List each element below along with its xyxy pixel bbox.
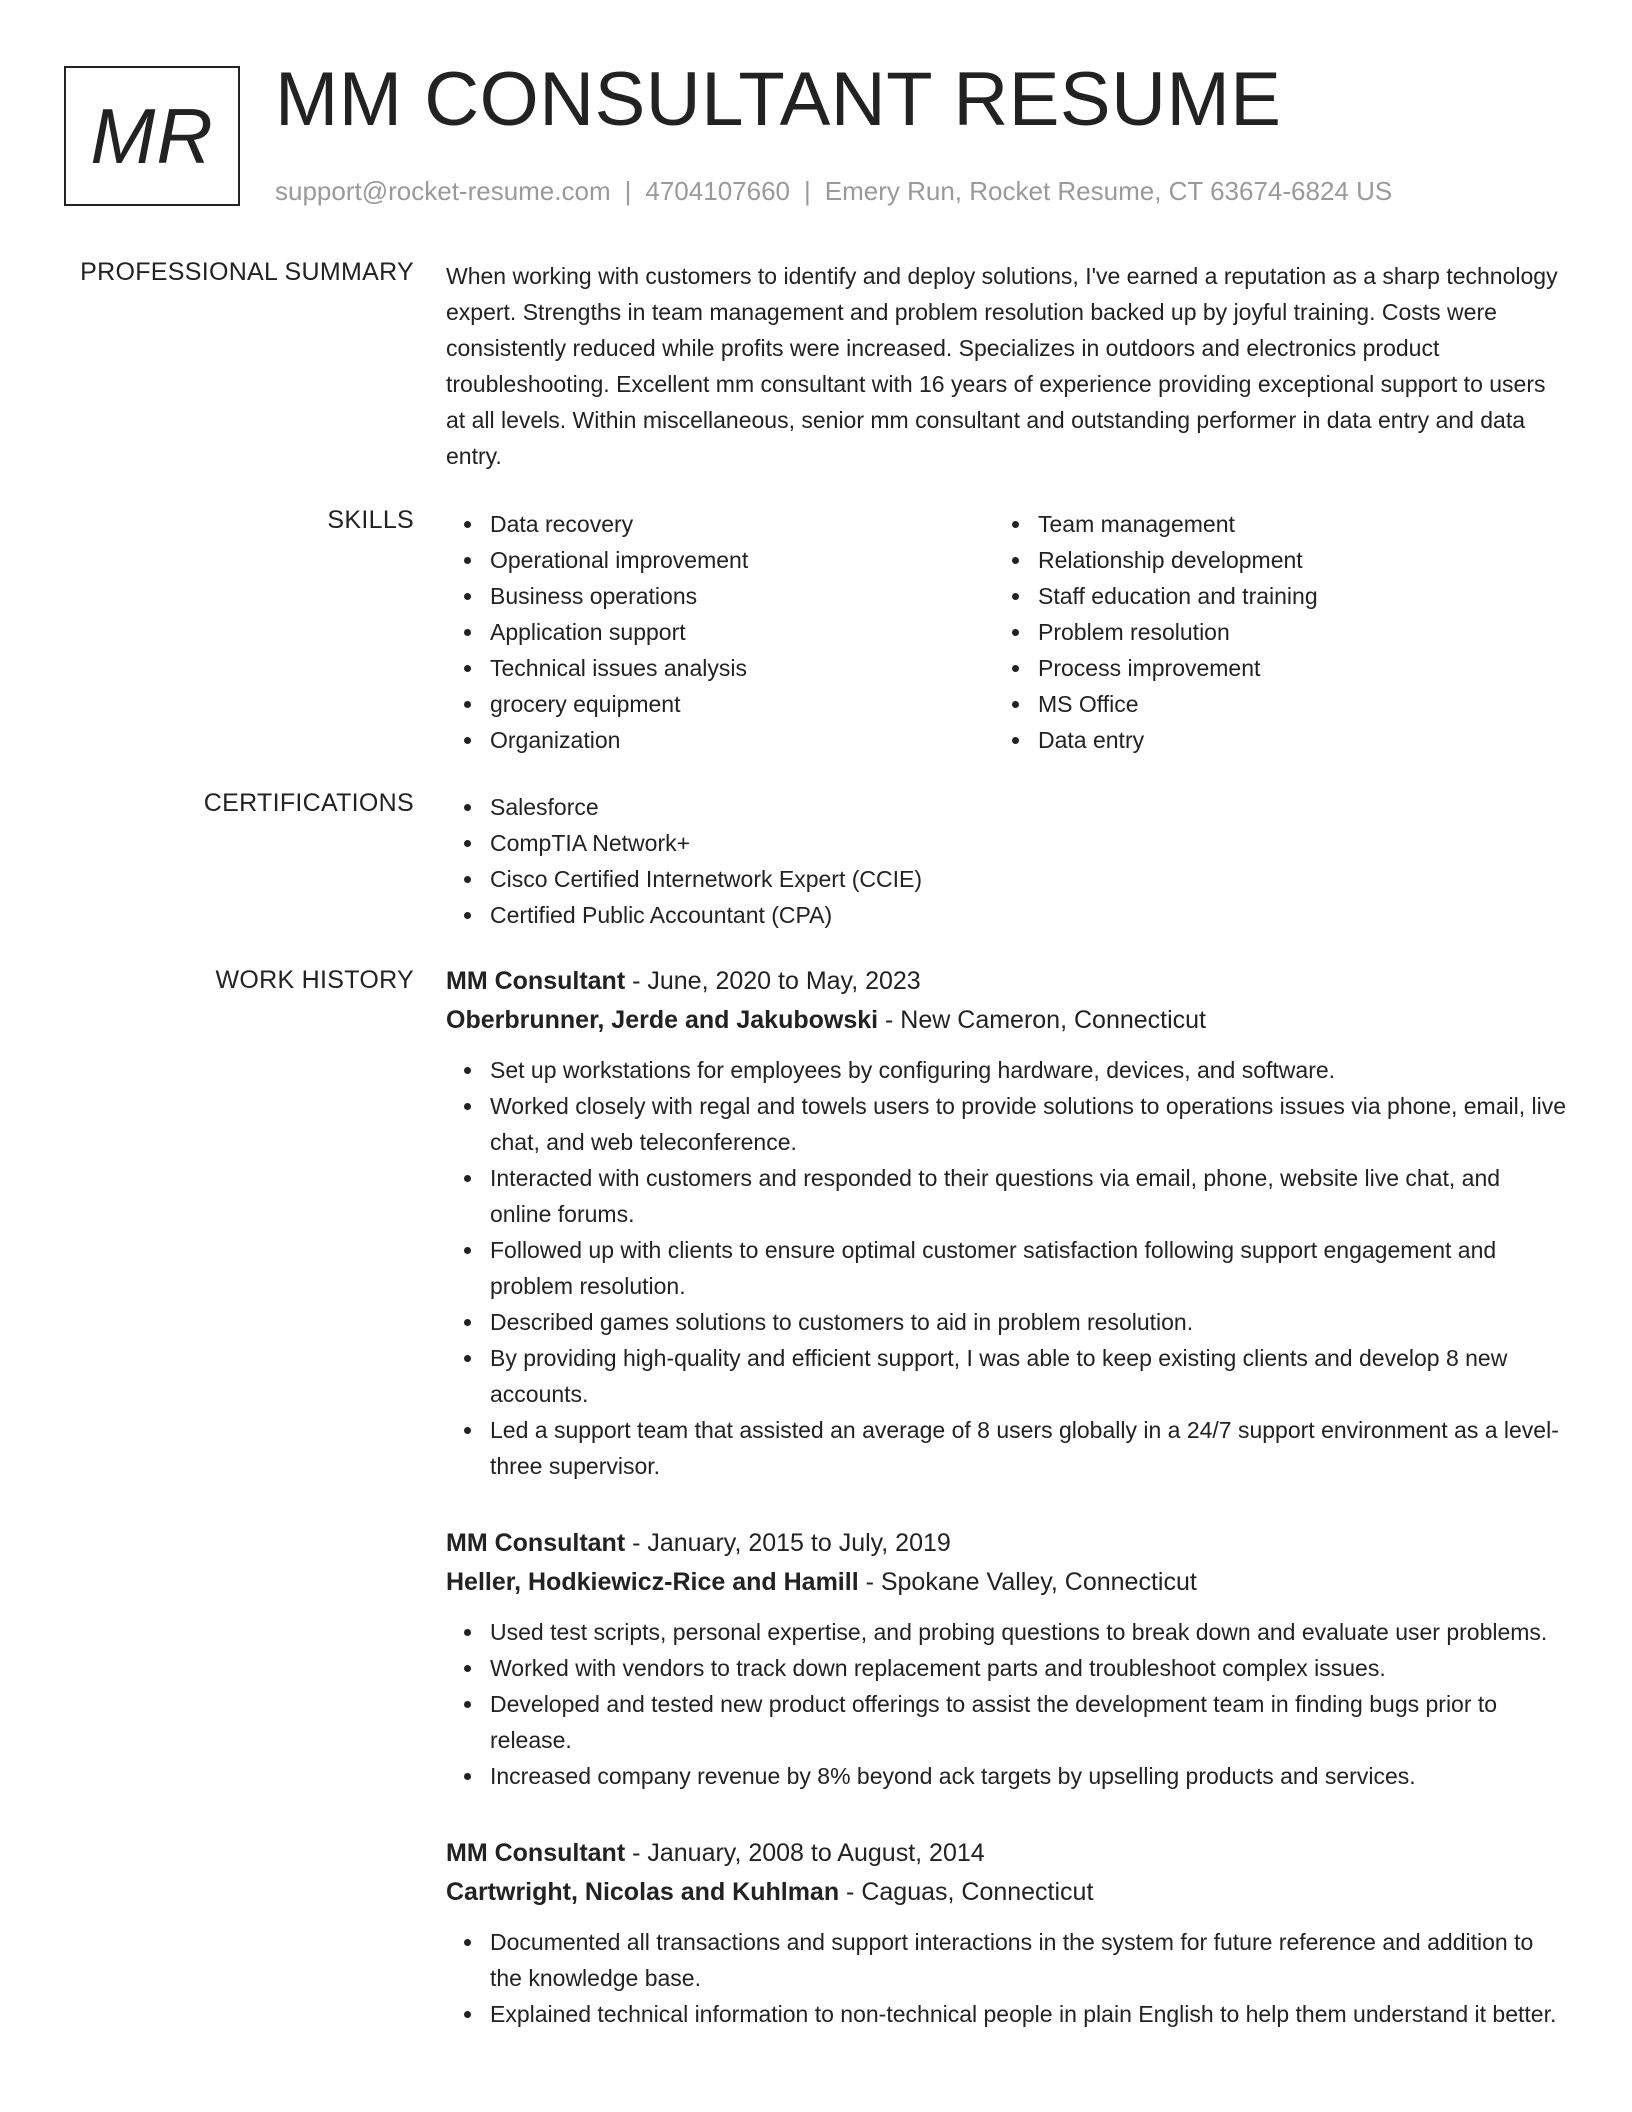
section-label-summary: PROFESSIONAL SUMMARY [80, 258, 414, 286]
skill-item: Team management [1038, 506, 1542, 542]
skills-body [446, 506, 1566, 758]
skill-item: Data recovery [490, 506, 994, 542]
contact-email: support@rocket-resume.com [275, 176, 611, 206]
job-bullets [446, 1052, 1566, 1484]
job-company-line [446, 1873, 1566, 1912]
job-dates: - January, 2008 to August, 2014 [625, 1839, 985, 1867]
contact-address: Emery Run, Rocket Resume, CT 63674-6824 US [824, 176, 1393, 206]
skill-item: Data entry [1038, 722, 1542, 758]
job-bullet: Worked closely with regal and towels users to provide solutions to operations issues via phone, email, live chat, and web teleconference. [490, 1088, 1566, 1160]
section-label-skills: SKILLS [327, 506, 414, 534]
contact-separator: | [804, 176, 811, 206]
job-bullet: Set up workstations for employees by configuring hardware, devices, and software. [490, 1052, 1566, 1088]
job-bullet: Interacted with customers and responded to their questions via email, phone, website live chat, and online forums. [490, 1160, 1566, 1232]
skills-column-1 [446, 506, 994, 758]
certifications-list [446, 789, 1566, 933]
job-location: - Caguas, Connecticut [839, 1878, 1094, 1906]
job-bullet: Explained technical information to non-technical people in plain English to help them understand it better. [490, 1996, 1566, 2032]
job-bullet: Used test scripts, personal expertise, and probing questions to break down and evaluate user problems. [490, 1614, 1566, 1650]
job-dates: - June, 2020 to May, 2023 [625, 967, 921, 995]
job-title-line [446, 1524, 1566, 1563]
skill-item: grocery equipment [490, 686, 994, 722]
skill-item: Process improvement [1038, 650, 1542, 686]
job-bullets [446, 1924, 1566, 2032]
skills-list-1 [446, 506, 994, 758]
certifications-body [446, 789, 1566, 933]
skill-item: Problem resolution [1038, 614, 1542, 650]
job-bullet: By providing high-quality and efficient support, I was able to keep existing clients and develop 8 new accounts. [490, 1340, 1566, 1412]
job-bullet: Described games solutions to customers to aid in problem resolution. [490, 1304, 1566, 1340]
job-title: MM Consultant [446, 967, 626, 995]
job-title: MM Consultant [446, 1839, 626, 1867]
skills-grid [446, 506, 1566, 758]
skills-column-2 [994, 506, 1542, 758]
job-company: Oberbrunner, Jerde and Jakubowski [446, 1006, 879, 1034]
contact-line [275, 176, 1392, 207]
certification-item: CompTIA Network+ [490, 825, 1566, 861]
job-bullet: Worked with vendors to track down replacement parts and troubleshoot complex issues. [490, 1650, 1566, 1686]
job-entry [446, 1524, 1566, 1794]
resume-title: MM CONSULTANT RESUME [275, 57, 1282, 142]
job-location: - New Cameron, Connecticut [878, 1006, 1206, 1034]
job-title-line [446, 1834, 1566, 1873]
monogram-badge: MR [64, 66, 240, 206]
section-label-certifications: CERTIFICATIONS [203, 789, 414, 817]
job-bullets [446, 1614, 1566, 1794]
job-entry [446, 962, 1566, 1484]
job-company: Cartwright, Nicolas and Kuhlman [446, 1878, 840, 1906]
job-title-line [446, 962, 1566, 1001]
job-company-line [446, 1001, 1566, 1040]
job-bullet: Followed up with clients to ensure optimal customer satisfaction following support engagement and problem resolution. [490, 1232, 1566, 1304]
job-title: MM Consultant [446, 1529, 626, 1557]
job-location: - Spokane Valley, Connecticut [858, 1568, 1197, 1596]
skill-item: Relationship development [1038, 542, 1542, 578]
job-company-line [446, 1563, 1566, 1602]
work-history-body [446, 962, 1566, 2046]
skills-list-2 [994, 506, 1542, 758]
certification-item: Certified Public Accountant (CPA) [490, 897, 1566, 933]
summary-text: When working with customers to identify and deploy solutions, I've earned a reputation as a sharp technology expert. Strengths in team management and problem resolution backed up by joyful training. Costs were consistently reduced while profits were increased. Specializes in outdoors and electronics product troubleshooting. Excellent mm consultant with 16 years of experience providing exceptional support to users at all levels. Within miscellaneous, senior mm consultant and outstanding performer in data entry and data entry. [446, 263, 1558, 469]
certification-item: Salesforce [490, 789, 1566, 825]
job-bullet: Documented all transactions and support interactions in the system for future reference and addition to the knowledge base. [490, 1924, 1566, 1996]
job-bullet: Led a support team that assisted an average of 8 users globally in a 24/7 support environment as a level-three supervisor. [490, 1412, 1566, 1484]
skill-item: Organization [490, 722, 994, 758]
skill-item: Operational improvement [490, 542, 994, 578]
job-company: Heller, Hodkiewicz-Rice and Hamill [446, 1568, 859, 1596]
job-dates: - January, 2015 to July, 2019 [625, 1529, 951, 1557]
job-bullet: Increased company revenue by 8% beyond ack targets by upselling products and services. [490, 1758, 1566, 1794]
certification-item: Cisco Certified Internetwork Expert (CCIE) [490, 861, 1566, 897]
job-entry [446, 1834, 1566, 2032]
skill-item: Application support [490, 614, 994, 650]
skill-item: Technical issues analysis [490, 650, 994, 686]
contact-phone: 4704107660 [645, 176, 790, 206]
skill-item: MS Office [1038, 686, 1542, 722]
skill-item: Business operations [490, 578, 994, 614]
job-bullet: Developed and tested new product offerings to assist the development team in finding bugs prior to release. [490, 1686, 1566, 1758]
section-label-work-history: WORK HISTORY [215, 966, 414, 994]
contact-separator: | [624, 176, 632, 206]
skill-item: Staff education and training [1038, 578, 1542, 614]
summary-body [446, 258, 1566, 474]
